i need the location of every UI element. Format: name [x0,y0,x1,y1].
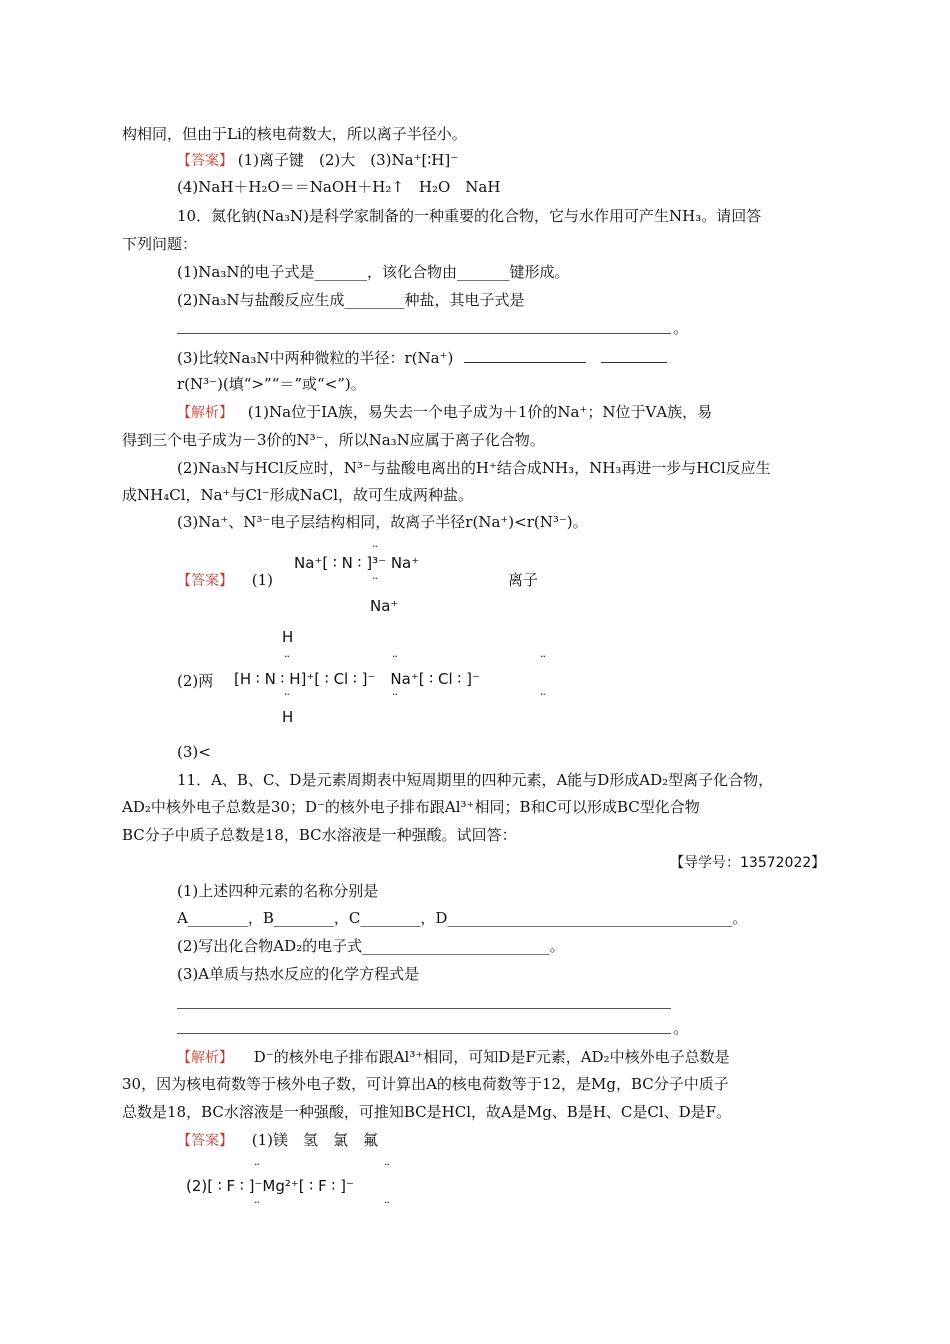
answer-q10-part1-label: (1) [251,571,274,589]
answer-text: (1)离子键 (2)大 (3)Na⁺[∶H]⁻ [237,151,459,169]
answer-tag-q10 [177,570,273,591]
electron-formula-h-bottom: H [282,708,294,726]
analysis-line-5: (3)Na⁺、N³⁻电子层结构相同，故离子半径r(Na⁺)<r(N³⁻)。 [177,513,588,531]
electron-dots: ·· [372,572,377,585]
electron-dots: ·· [540,650,545,663]
question-11-part3: (3)A单质与热水反应的化学方程式是 [177,965,420,983]
answer-blank-line [177,333,671,334]
analysis-tag: 【解析】 [177,1050,233,1066]
answer-q10-part2-label: (2)两 [177,672,214,690]
question-11-stem-2: AD₂中核外电子总数是30；D⁻的核外电子排布跟Al³⁺相同；B和C可以形成BC型化合物 [122,798,700,816]
electron-dots: ·· [384,1196,389,1209]
electron-formula-nh4cl-nacl: [H ∶ N ∶ H]⁺[ ∶ Cl ∶ ]⁻ Na⁺[ ∶ Cl ∶ ]⁻ [234,670,480,688]
analysis-line-3: 总数是18，BC水溶液是一种强酸，可推知BC是HCl，故A是Mg、B是H、C是Cl、D是F。 [122,1103,732,1121]
answer-tag: 【答案】 [177,573,233,589]
question-10-part2: (2)Na₃N与盐酸反应生成________种盐，其电子式是 [177,291,525,309]
electron-dots: ·· [284,650,289,663]
analysis-line-3: (2)Na₃N与HCl反应时，N³⁻与盐酸电离出的H⁺结合成NH₃，NH₃再进一步与HCl反应生 [177,459,771,477]
electron-dots: ·· [372,540,377,553]
electron-formula-na3n: Na⁺[ ∶ N ∶ ]³⁻ Na⁺ [294,554,420,572]
part3a-text: (3)比较Na₃N中两种微粒的半径：r(Na⁺) [177,349,454,367]
electron-dots: ·· [254,1196,259,1209]
electron-formula-na3n-bottom: Na⁺ [370,597,399,615]
fill-blank [601,348,667,363]
answer-q10-part3: (3)< [177,743,211,761]
question-11-part1-blanks: A________，B________，C________，D______________________________________。 [177,909,748,927]
fill-blank [464,348,586,363]
analysis-line-2: 30，因为核电荷数等于核外电子数，可计算出A的核电荷数等于12，是Mg，BC分子中质子 [122,1075,729,1093]
electron-dots: ·· [392,650,397,663]
electron-dots: ·· [284,688,289,701]
period-mark: 。 [673,1019,689,1037]
bond-type-answer: 离子 [508,571,539,589]
analysis-line-2: 得到三个电子成为－3价的N³⁻，所以Na₃N应属于离子化合物。 [122,431,545,449]
question-11-stem-1: 11．A、B、C、D是元素周期表中短周期里的四种元素，A能与D形成AD₂型离子化合物， [177,771,774,789]
electron-dots: ·· [392,688,397,701]
guide-number: 【导学号：13572022】 [670,855,826,871]
analysis-line-4: 成NH₄Cl，Na⁺与Cl⁻形成NaCl，故可生成两种盐。 [122,486,474,504]
analysis-line-1 [177,1047,730,1068]
answer-blank-line [177,1008,671,1009]
analysis-tag: 【解析】 [177,405,233,421]
question-10-part1: (1)Na₃N的电子式是_______，该化合物由_______键形成。 [177,263,570,281]
period-mark: 。 [673,319,689,337]
question-10-stem-2: 下列问题： [122,235,198,253]
answer-tag: 【答案】 [177,1133,233,1149]
answer-block-q9-line1 [177,150,458,171]
question-11-part1: (1)上述四种元素的名称分别是 [177,882,379,900]
question-10-part3a [177,348,667,368]
analysis-text: (1)Na位于ⅠA族，易失去一个电子成为＋1价的Na⁺；N位于ⅤA族，易 [247,403,713,421]
answer-block-q9-line2: (4)NaH＋H₂O＝＝NaOH＋H₂↑ H₂O NaH [177,178,501,196]
electron-dots: ·· [384,1158,389,1171]
electron-dots: ·· [540,688,545,701]
analysis-text: D⁻的核外电子排布跟Al³⁺相同，可知D是F元素，AD₂中核外电子总数是 [253,1048,730,1066]
question-11-part2: (2)写出化合物AD₂的电子式_________________________。 [177,937,565,955]
question-10-stem-1: 10．氮化钠(Na₃N)是科学家制备的一种重要的化合物，它与水作用可产生NH₃。请回答 [177,207,762,225]
electron-dots: ·· [254,1158,259,1171]
electron-formula-h-top: H [282,628,294,646]
answer-tag: 【答案】 [177,153,233,169]
answer-blank-line [177,1033,671,1034]
answer-q11-line1 [177,1130,378,1151]
question-10-part3b: r(N³⁻)(填“>”“＝”或“<”)。 [177,375,366,393]
answer-text: (1)镁 氢 氯 氟 [251,1131,379,1149]
paragraph-continuation: 构相同，但由于Li的核电荷数大，所以离子半径小。 [122,125,467,143]
question-11-stem-3: BC分子中质子总数是18，BC水溶液是一种强酸。试回答： [122,826,517,844]
electron-formula-mgf2: (2)[ ∶ F ∶ ]⁻Mg²⁺[ ∶ F ∶ ]⁻ [186,1177,354,1195]
analysis-line-1 [177,402,712,423]
